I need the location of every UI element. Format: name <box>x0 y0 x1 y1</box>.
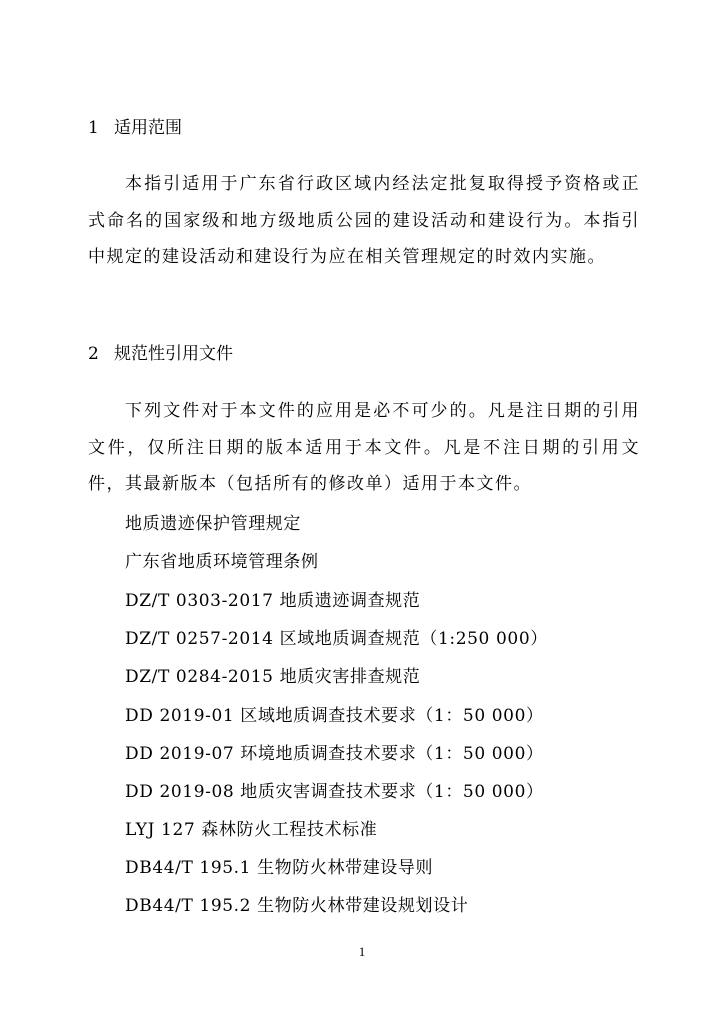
reference-item: 地质遗迹保护管理规定 <box>125 514 301 534</box>
reference-item: LYJ 127 森林防火工程技术标准 <box>125 820 378 840</box>
page-number: 1 <box>358 944 366 959</box>
reference-item: DZ/T 0303-2017 地质遗迹调查规范 <box>125 591 421 611</box>
section-number: 1 <box>88 118 99 138</box>
reference-item: DZ/T 0257-2014 区域地质调查规范（1:250 000） <box>125 629 548 649</box>
reference-item: DZ/T 0284-2015 地质灾害排查规范 <box>125 667 421 687</box>
section-heading <box>88 343 233 365</box>
reference-item: DB44/T 195.2 生物防火林带建设规划设计 <box>125 896 469 916</box>
section-heading <box>88 117 182 139</box>
section-paragraph: 本指引适用于广东省行政区域内经法定批复取得授予资格或正式命名的国家级和地方级地质公园的建设活动和建设行为。本指引中规定的建设活动和建设行为应在相关管理规定的时效内实施。 <box>88 174 640 267</box>
section-number: 2 <box>88 344 99 364</box>
section-title: 规范性引用文件 <box>114 344 233 364</box>
reference-item: DB44/T 195.1 生物防火林带建设导则 <box>125 858 434 878</box>
section-paragraph: 下列文件对于本文件的应用是必不可少的。凡是注日期的引用文件，仅所注日期的版本适用于本文件。凡是不注日期的引用文件，其最新版本（包括所有的修改单）适用于本文件。 <box>88 401 640 494</box>
section-title: 适用范围 <box>114 118 182 138</box>
reference-item: DD 2019-08 地质灾害调查技术要求（1：50 000） <box>125 782 544 802</box>
reference-item: 广东省地质环境管理条例 <box>125 552 319 572</box>
reference-item: DD 2019-07 环境地质调查技术要求（1：50 000） <box>125 744 544 764</box>
reference-item: DD 2019-01 区域地质调查技术要求（1：50 000） <box>125 706 544 726</box>
